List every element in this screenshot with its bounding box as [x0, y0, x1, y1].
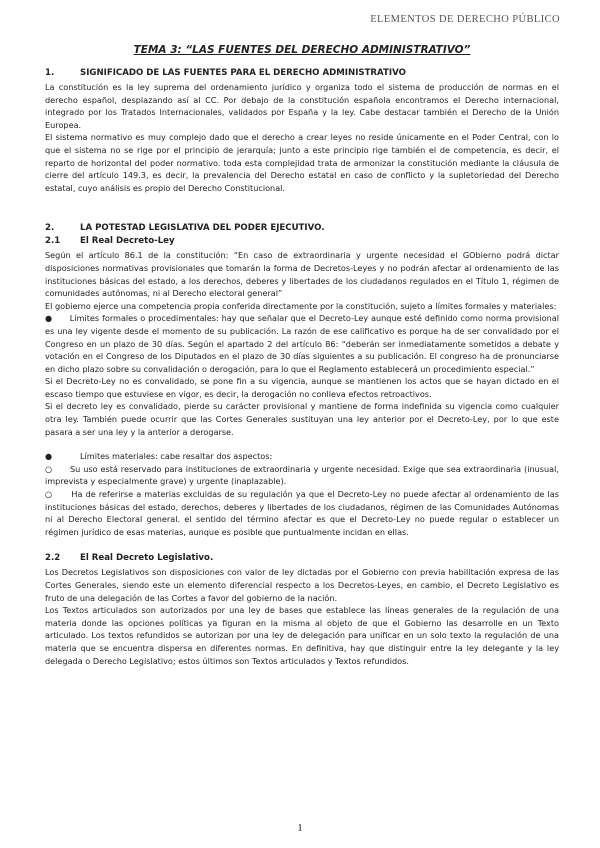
subsection-title: El Real Decreto Legislativo. — [80, 553, 214, 564]
bullet-icon: ● — [45, 313, 53, 324]
bullet-text: Su uso está reservado para instituciones de extraordinaria y urgente necesidad. Exige que sea extraordinaria (inusual, imprevista y especialmente grave) y urgente (inaplazable). — [45, 463, 559, 487]
paragraph: Si el decreto ley es convalidado, pierde su carácter provisional y mantiene de forma indefinida su vigencia como cualquier otra ley. También puede ocurrir que las Cortes Generales sustituyan una ley anterior por el Decreto-Ley, por lo que este pasara a ser una ley y la anterior a derogarse. — [45, 401, 559, 437]
subsection-2-1-heading — [45, 236, 559, 246]
page-number: 1 — [297, 822, 303, 834]
bullet-paragraph — [45, 312, 559, 375]
section-number: 2. — [45, 223, 55, 234]
bullet-text: Ha de referirse a materias excluidas de su regulación ya que el Decreto-Ley no puede afectar al ordenamiento de las instituciones básicas del estado, derechos, deberes y libertades de los ciudadanos, régimen de las Comunidades Autónomas ni al Derecho Electoral general. el sentido del término afectar es que el Decreto-Ley no puede regular o establecer un régimen jurídico de esas materias, aunque es posible que puntualmente incidan en ellas. — [45, 489, 559, 537]
subsection-2-2-heading — [45, 553, 559, 563]
subsection-title: El Real Decreto-Ley — [80, 236, 175, 247]
subsection-number: 2.2 — [45, 553, 61, 564]
section-number: 1. — [45, 68, 55, 78]
bullet-text: Límites materiales: cabe resaltar dos aspectos: — [80, 451, 273, 462]
paragraph: Los Textos articulados son autorizados por una ley de bases que establece las líneas generales de la regulación de una materia donde las opciones políticas ya figuran en la misma al objeto de que el Gobierno las desarrolle en un Texto articulado. Los textos refundidos se autorizan por una ley de delegación para unificar en un solo texto la regulación de una materia que se encuentra dispersa en diferentes normas. En definitiva, hay que distinguir entre la ley delegante y la ley delegada o Derecho Legislativo; estos últimos son Textos articulados y Textos refundidos. — [45, 605, 559, 666]
section-1-heading — [45, 68, 559, 78]
circle-bullet-icon: ○ — [45, 489, 53, 500]
sub-bullet-paragraph — [45, 463, 559, 488]
spacer — [45, 438, 559, 450]
subsection-number: 2.1 — [45, 236, 61, 247]
section-title: SIGNIFICADO DE LAS FUENTES PARA EL DERECHO ADMINISTRATIVO — [80, 68, 406, 78]
paragraph: El gobierno ejerce una competencia propia conferida directamente por la constitución, sujeto a límites formales y materiales: — [45, 300, 557, 311]
document-body — [45, 44, 559, 667]
paragraph: El sistema normativo es muy complejo dado que el derecho a crear leyes no reside únicamente en el Poder Central, con lo que el sistema no se rige por el principio de jerarquía; junto a este principio rige también el de competencia, es decir, el reparto de horizontal del poder normativo. toda esta complejidad trata de armonizar la constitución mediante la cláusula de cierre del artículo 149.3, es decir, la prevalencia del Derecho estatal en caso de conflicto y la supletoriedad del Derecho estatal, cuyo análisis es propio del Derecho Constitucional. — [45, 132, 559, 193]
bullet-icon: ● — [45, 451, 53, 462]
bullet-text: Límites formales o procedimentales: hay que señalar que el Decreto-Ley aunque esté definido como norma provisional es una ley vigente desde el momento de su publicación. La razón de ese calificativo es porque ha de ser convalidado por el Congreso en un plazo de 30 días. Según el apartado 2 del artículo 86: “deberán ser inmediatamente sometidos a debate y votación en el Congreso de los Diputados en el plazo de 30 días siguientes a su publicación. El congreso ha de pronunciarse en dicho plazo sobre su convalidación o derogación, para lo que el Reglamento establecerá un procedimiento especial.” — [45, 313, 560, 374]
spacer — [45, 194, 559, 214]
paragraph: Los Decretos Legislativos son disposiciones con valor de ley dictadas por el Gobierno con previa habilitación expresa de las Cortes Generales, siendo este un elemento diferencial respecto a los Decretos-Leyes, en cambio, el Decreto Legislativo es fruto de una delegación de las Cortes a favor del gobierno de la nación. — [45, 567, 559, 603]
paragraph: Si el Decreto-Ley no es convalidado, se pone fin a su vigencia, aunque se mantienen los actos que se hayan dictado en el escaso tiempo que estuviese en vigor, es decir, la derogación no conlleva efectos retroactivos. — [45, 376, 559, 399]
paragraph: La constitución es la ley suprema del ordenamiento jurídico y organiza todo el sistema de producción de normas en el derecho español, desplazando así al CC. Por debajo de la constitución española encontramos el Derecho internacional, integrado por los Tratados Internacionales, validados por España y la ley. Cabe destacar también el Derecho de la Unión Europea. — [45, 82, 559, 130]
section-title: LA POTESTAD LEGISLATIVA DEL PODER EJECUTIVO. — [80, 223, 325, 234]
spacer — [45, 538, 559, 550]
document-title: TEMA 3: “LAS FUENTES DEL DERECHO ADMINISTRATIVO” — [133, 44, 471, 56]
running-header: ELEMENTOS DE DERECHO PÚBLICO — [370, 14, 560, 25]
circle-bullet-icon: ○ — [45, 463, 53, 474]
bullet-item — [45, 450, 559, 463]
sub-bullet-paragraph — [45, 488, 559, 538]
paragraph: Según el artículo 86.1 de la constitución: “En caso de extraordinaria y urgente necesidad el GObierno podrá dictar disposiciones normativas provisionales que tomarán la forma de Decretos-Leyes y no podrán afectar al ordenamiento de las instituciones básicas del estado, a los derechos, deberes y libertades de los ciudadanos regulados en el Título 1, régimen de comunidades autónomas, ni al Derecho electoral general” — [45, 250, 559, 299]
section-2-heading — [45, 223, 559, 233]
